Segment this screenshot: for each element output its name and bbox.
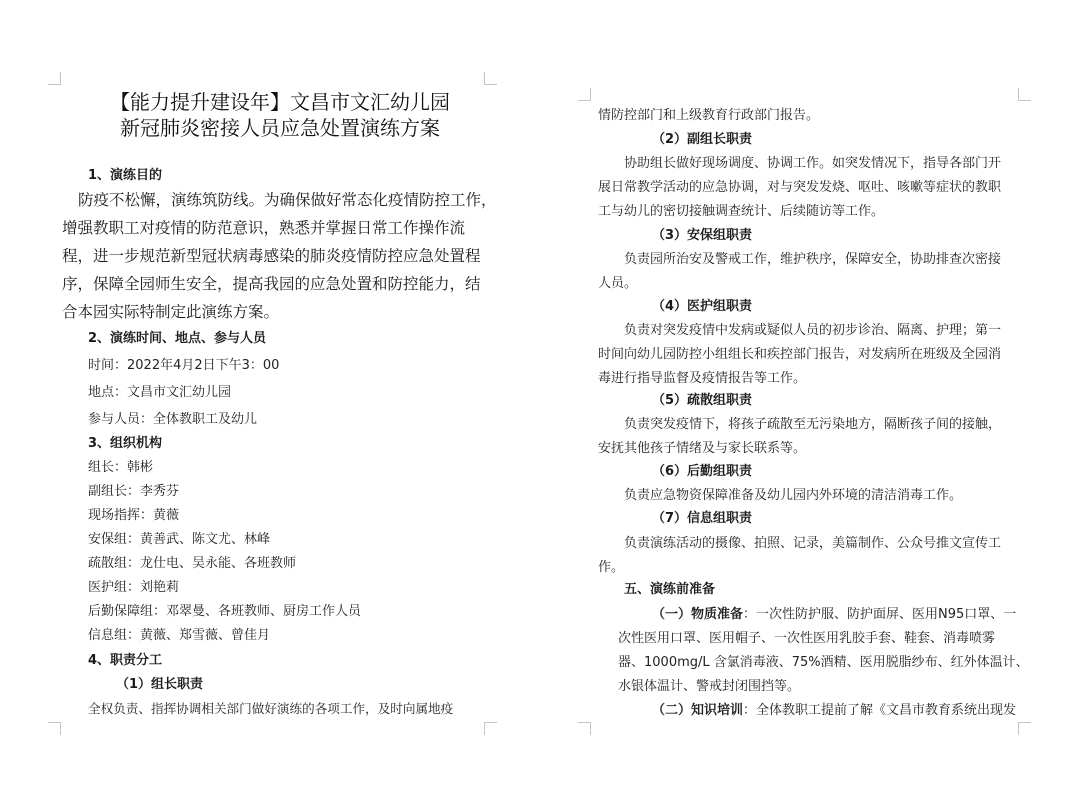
- subsection-heading: （7）信息组职责: [652, 511, 753, 526]
- subsection-heading: （6）后勤组职责: [652, 464, 753, 479]
- paragraph-line: 毒进行指导监督及疫情报告等工作。: [598, 371, 807, 386]
- paragraph-line: 防疫不松懈，演练筑防线。为确保做好常态化疫情防控工作，: [78, 191, 497, 209]
- paragraph-line: 人员。: [598, 276, 638, 291]
- subsection-heading: （2）副组长职责: [652, 132, 753, 147]
- crop-mark: [484, 72, 497, 85]
- crop-mark: [48, 72, 61, 85]
- paragraph-line: 工与幼儿的密切接触调查统计、后续随访等工作。: [598, 204, 885, 219]
- paragraph-line: 全权负责、指挥协调相关部门做好演练的各项工作，及时向属地疫: [88, 701, 454, 716]
- section-heading: 五、演练前准备: [624, 582, 716, 597]
- org-item: 副组长：李秀芬: [88, 484, 180, 499]
- paragraph-line: 水银体温计、警戒封闭围挡等。: [618, 679, 801, 694]
- paragraph-line: 负责园所治安及警戒工作，维护秩序，保障安全，协助排查次密接: [624, 252, 1002, 267]
- paragraph-line: 作。: [598, 560, 625, 575]
- paragraph-line: 序，保障全园师生安全，提高我园的应急处置和防控能力，结: [62, 275, 481, 293]
- crop-mark: [1018, 722, 1031, 735]
- org-item: 组长：韩彬: [88, 460, 154, 475]
- crop-mark: [578, 722, 591, 735]
- paragraph-line: 展日常教学活动的应急协调，对与突发发烧、呕吐、咳嗽等症状的教职: [598, 180, 1002, 195]
- paragraph-line: [652, 603, 1016, 627]
- crop-mark: [1018, 88, 1031, 101]
- section-heading: 3、组织机构: [88, 436, 163, 451]
- prep-text: ：全体教职工提前了解《文昌市教育系统出现发: [743, 703, 1017, 718]
- event-place: 地点：文昌市文汇幼儿园: [88, 385, 232, 400]
- org-item: 信息组：黄薇、郑雪薇、曾佳月: [88, 628, 271, 643]
- subsection-heading: （5）疏散组职责: [652, 393, 753, 408]
- crop-mark: [48, 722, 61, 735]
- subsection-heading: （4）医护组职责: [652, 299, 753, 314]
- document-title-line2: 新冠肺炎密接人员应急处置演练方案: [120, 116, 440, 140]
- crop-mark: [484, 722, 497, 735]
- org-item: 安保组：黄善武、陈文尤、林峰: [88, 532, 271, 547]
- section-heading: 2、演练时间、地点、参与人员: [88, 331, 267, 346]
- paragraph-line: 合本园实际特制定此演练方案。: [62, 303, 280, 321]
- paragraph-line: 负责突发疫情下，将孩子疏散至无污染地方，隔断孩子间的接触，: [624, 417, 1002, 432]
- event-participants: 参与人员：全体教职工及幼儿: [88, 412, 258, 427]
- paragraph-line: 负责应急物资保障准备及幼儿园内外环境的清洁消毒工作。: [624, 488, 963, 503]
- prep-text: ：一次性防护服、防护面屏、医用N95口罩、一: [743, 607, 1017, 622]
- subsection-heading: （3）安保组职责: [652, 228, 753, 243]
- paragraph-line: 负责对突发疫情中发病或疑似人员的初步诊治、隔离、护理；第一: [624, 323, 1002, 338]
- org-item: 疏散组：龙仕电、吴永能、各班教师: [88, 556, 297, 571]
- paragraph-line: 增强教职工对疫情的防范意识，熟悉并掌握日常工作操作流: [62, 219, 466, 237]
- prep-label: （二）知识培训: [652, 703, 744, 718]
- org-item: 后勤保障组：邓翠曼、各班教师、厨房工作人员: [88, 604, 362, 619]
- paragraph-line: 次性医用口罩、医用帽子、一次性医用乳胶手套、鞋套、消毒喷雾: [618, 631, 996, 646]
- paragraph-line: 程，进一步规范新型冠状病毒感染的肺炎疫情防控应急处置程: [62, 247, 481, 265]
- paragraph-line: 情防控部门和上级教育行政部门报告。: [598, 108, 820, 123]
- paragraph-line: [652, 699, 1016, 723]
- paragraph-line: 时间向幼儿园防控小组组长和疾控部门报告，对发病所在班级及全园消: [598, 347, 1002, 362]
- paragraph-line: 安抚其他孩子情绪及与家长联系等。: [598, 441, 807, 456]
- subsection-heading: （1）组长职责: [116, 677, 204, 692]
- section-heading: 1、演练目的: [88, 168, 163, 183]
- org-item: 现场指挥：黄薇: [88, 508, 180, 523]
- org-item: 医护组：刘艳莉: [88, 580, 180, 595]
- document-page-right: [540, 0, 1080, 810]
- paragraph-line: 器、1000mg/L 含氯消毒液、75%酒精、医用脱脂纱布、红外体温计、: [618, 655, 1029, 670]
- paragraph-line: 负责演练活动的摄像、拍照、记录，美篇制作、公众号推文宣传工: [624, 536, 1002, 551]
- document-title-line1: 【能力提升建设年】文昌市文汇幼儿园: [110, 90, 450, 114]
- section-heading: 4、职责分工: [88, 653, 163, 668]
- paragraph-line: 协助组长做好现场调度、协调工作。如突发情况下，指导各部门开: [624, 156, 1002, 171]
- prep-label: （一）物质准备: [652, 607, 744, 622]
- crop-mark: [578, 88, 591, 101]
- event-time: 时间：2022年4月2日下午3：00: [88, 358, 280, 373]
